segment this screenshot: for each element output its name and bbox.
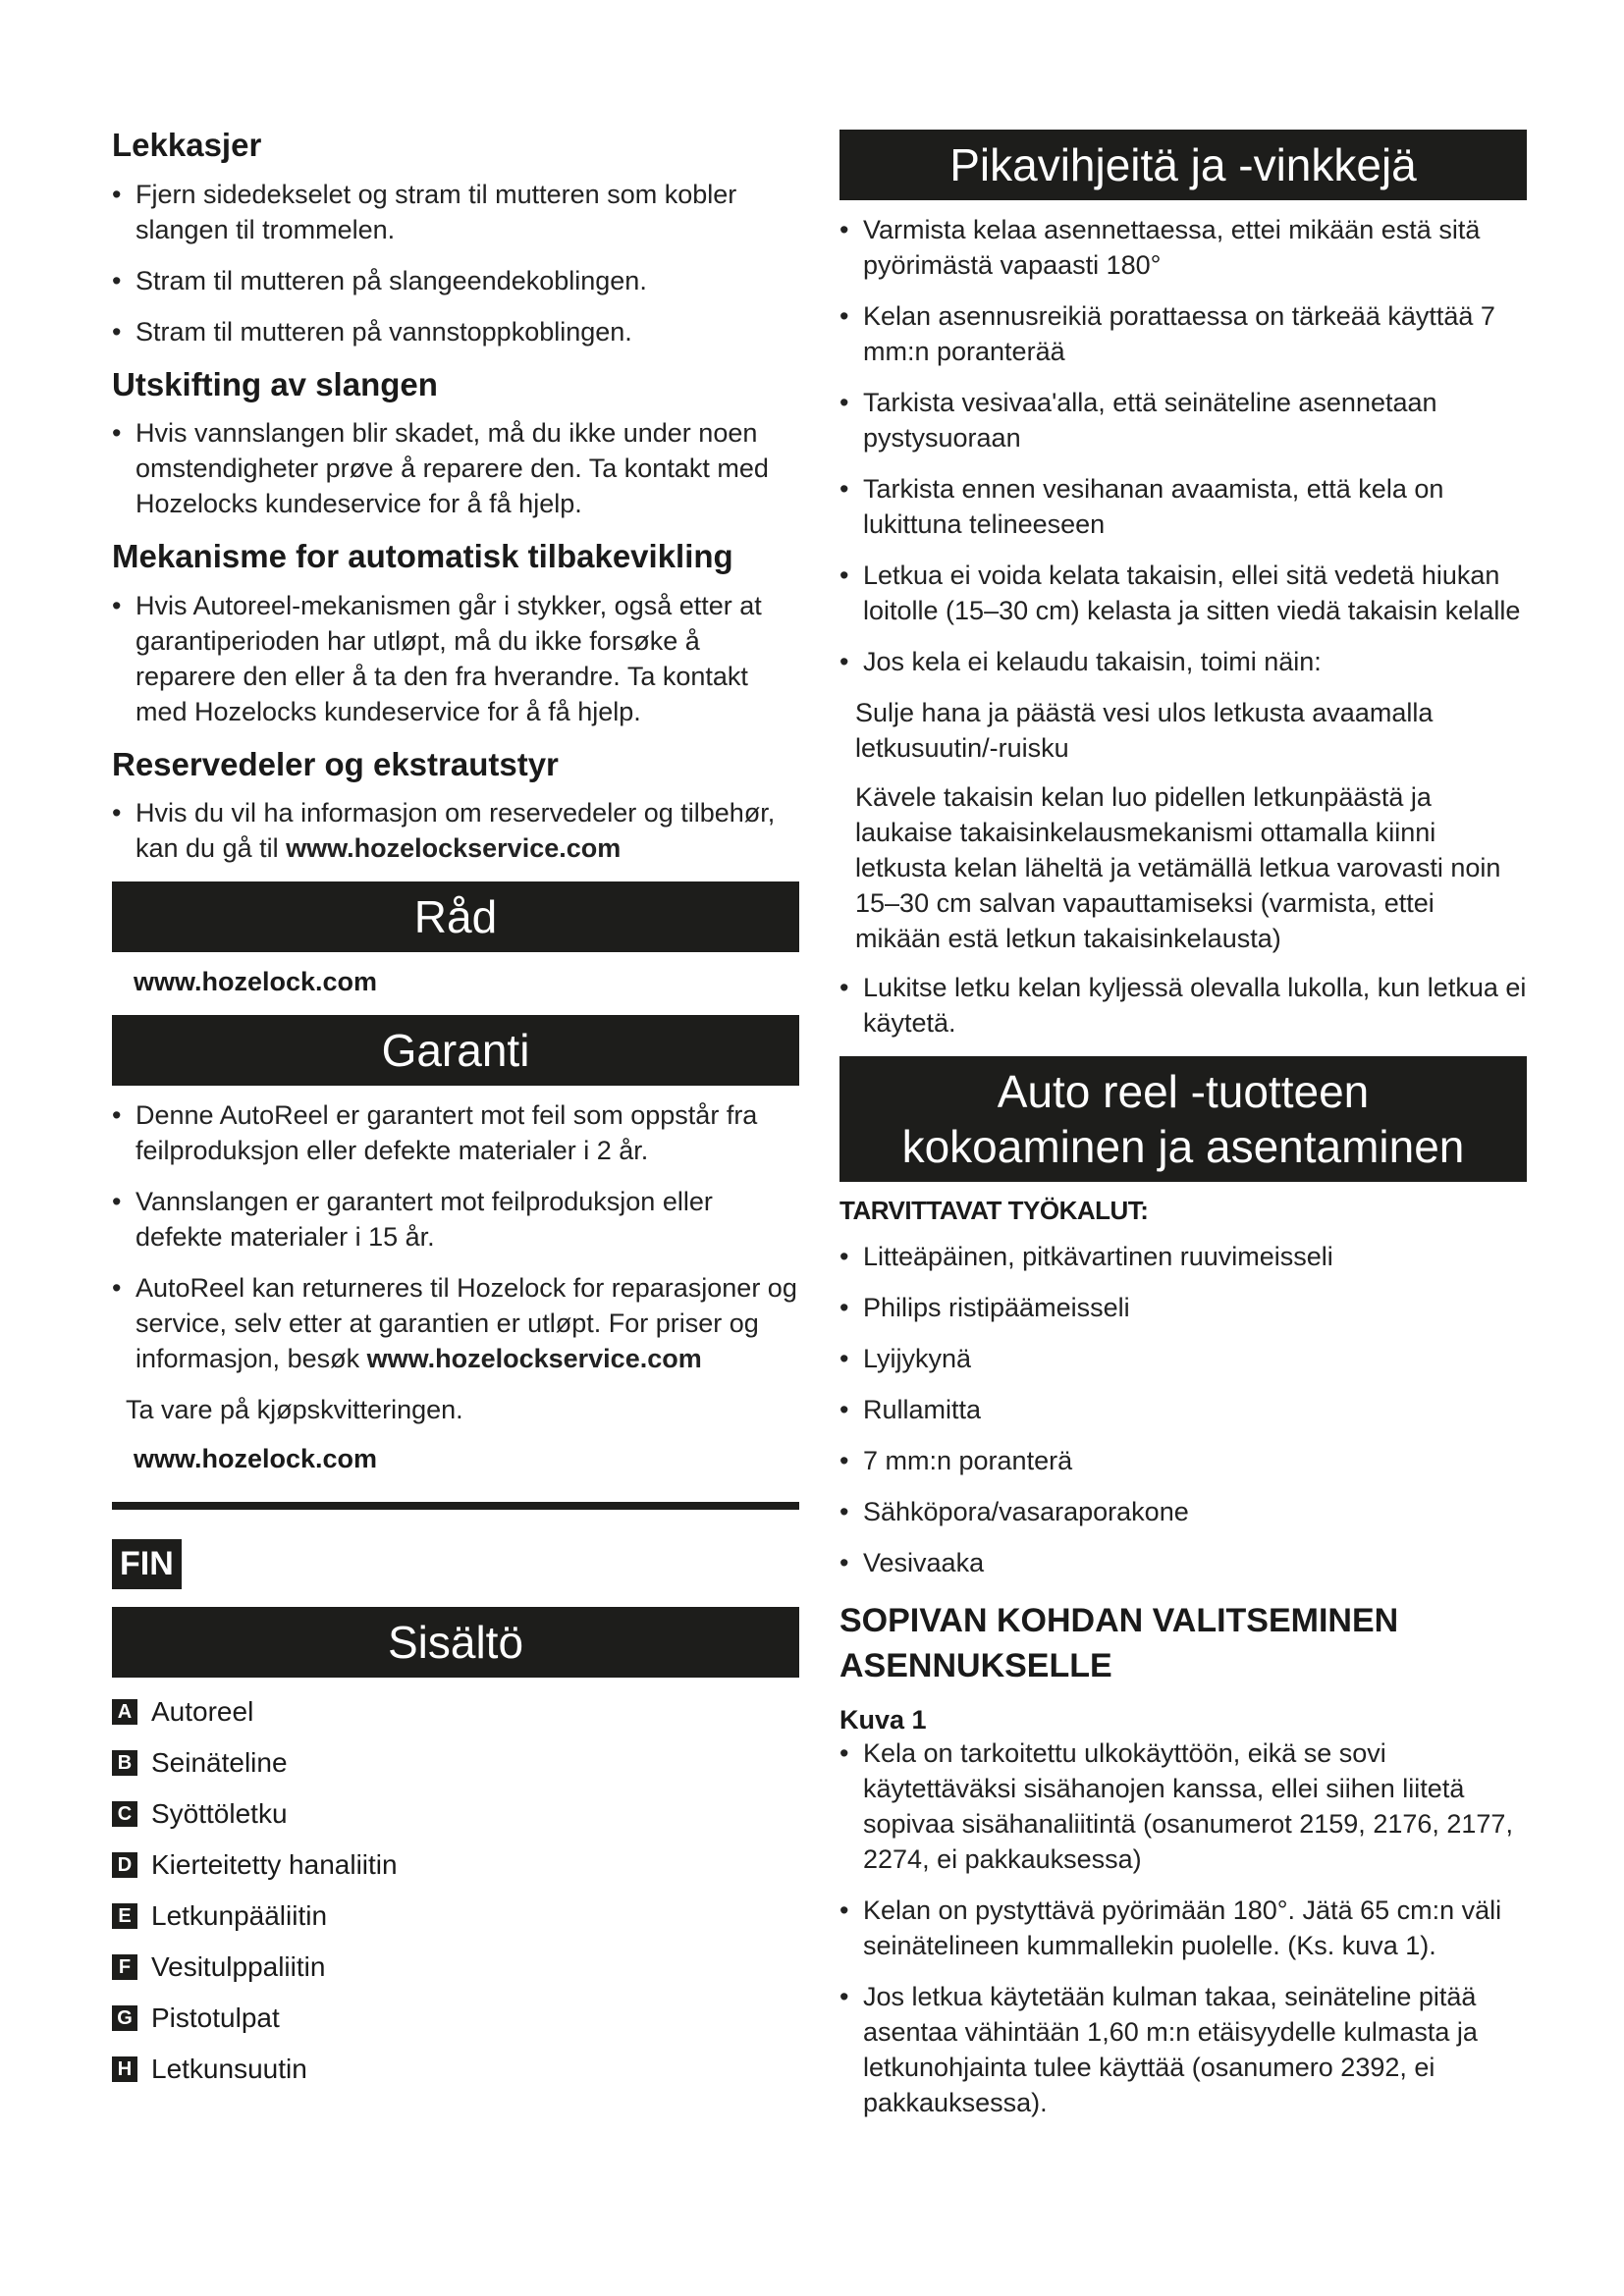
list-item: • Rullamitta	[839, 1392, 1527, 1427]
item-label: Letkunpääliitin	[151, 1900, 328, 1932]
instruction-paragraph: Kävele takaisin kelan luo pidellen letkunpäästä ja laukaise takaisinkelausmekanismi ottamalla kiinni letkusta kelan läheltä ja vetämällä letkua varovasti noin 15–30 cm salvan vapauttamiseksi (varmista, ettei mikään estä letkun takaisinkelausta)	[855, 782, 1501, 953]
letter-badge: A	[112, 1699, 137, 1725]
letter-badge: E	[112, 1903, 137, 1929]
list-vinkit-last	[839, 970, 1527, 1041]
banner-rad: Råd	[112, 881, 799, 952]
letter-badge: C	[112, 1801, 137, 1827]
heading-lekkasjer: Lekkasjer	[112, 127, 262, 163]
list-utskifting	[112, 415, 799, 521]
list-garanti	[112, 1097, 799, 1376]
letter-badge: B	[112, 1750, 137, 1776]
list-item: • Lyijykynä	[839, 1341, 1527, 1376]
heading-kohta: SOPIVAN KOHDAN VALITSEMINEN ASENNUKSELLE	[839, 1602, 1399, 1684]
section-divider	[112, 1502, 799, 1510]
list-item: • 7 mm:n poranterä	[839, 1443, 1527, 1478]
list-item: • Hvis vannslangen blir skadet, må du ikke under noen omstendigheter prøve å reparere den. Ta kontakt med Hozelocks kundeservice for å få hjelp.	[112, 415, 799, 521]
list-item	[112, 1270, 799, 1376]
list-item: • Kela on tarkoitettu ulkokäyttöön, eikä se sovi käytettäväksi sisähanojen kanssa, ellei siihen liitetä sopivaa sisähanaliitintä (osanumerot 2159, 2176, 2177, 2274, ei pakkauksessa)	[839, 1735, 1527, 1877]
item-label: Kierteitetty hanaliitin	[151, 1849, 398, 1881]
list-item	[112, 1897, 799, 1935]
list-item: • Jos kela ei kelaudu takaisin, toimi näin:	[839, 644, 1527, 679]
left-column	[112, 126, 799, 2102]
tools-heading: TARVITTAVAT TYÖKALUT:	[839, 1196, 1149, 1225]
list-item	[112, 2000, 799, 2037]
letter-badge: G	[112, 2005, 137, 2031]
list-item: • Stram til mutteren på vannstoppkoblingen.	[112, 314, 799, 349]
list-item	[112, 1693, 799, 1731]
letter-badge: H	[112, 2056, 137, 2082]
instruction-paragraph: Sulje hana ja päästä vesi ulos letkusta avaamalla letkusuutin/-ruisku	[855, 698, 1434, 763]
letter-badge: D	[112, 1852, 137, 1878]
banner-asennus	[839, 1056, 1527, 1182]
receipt-note: Ta vare på kjøpskvitteringen.	[126, 1395, 463, 1425]
list-item: • Jos letkua käytetään kulman takaa, seinäteline pitää asentaa vähintään 1,60 m:n etäisyydelle kulmasta ja letkunohjainta tulee käyttää (osanumero 2392, ei pakkauksessa).	[839, 1979, 1527, 2120]
list-item: • Hvis Autoreel-mekanismen går i stykker, også etter at garantiperioden har utløpt, må du ikke forsøke å reparere den eller å ta den fra hverandre. Ta kontakt med Hozelocks kundeservice for å få hjelp.	[112, 588, 799, 729]
list-item: • Denne AutoReel er garantert mot feil som oppstår fra feilproduksjon eller defekte materialer i 2 år.	[112, 1097, 799, 1168]
item-label: Autoreel	[151, 1696, 254, 1728]
list-item	[112, 1949, 799, 1986]
banner-line: kokoaminen ja asentaminen	[901, 1121, 1465, 1172]
banner-line: Auto reel -tuotteen	[997, 1066, 1370, 1117]
list-mekanisme	[112, 588, 799, 729]
list-item: • Kelan asennusreikiä porattaessa on tärkeää käyttää 7 mm:n poranterää	[839, 298, 1527, 369]
item-label: Syöttöletku	[151, 1798, 288, 1830]
list-item: • Vannslangen er garantert mot feilproduksjon eller defekte materialer i 15 år.	[112, 1184, 799, 1255]
list-item: • Philips ristipäämeisseli	[839, 1290, 1527, 1325]
list-item: • Lukitse letku kelan kyljessä olevalla lukolla, kun letkua ei käytetä.	[839, 970, 1527, 1041]
list-lekkasjer	[112, 177, 799, 349]
contents-list	[112, 1693, 799, 2088]
banner-garanti: Garanti	[112, 1015, 799, 1086]
hozelock-link[interactable]: www.hozelock.com	[134, 967, 378, 997]
list-item: • Tarkista ennen vesihanan avaamista, että kela on lukittuna telineeseen	[839, 471, 1527, 542]
right-column	[839, 130, 1527, 2136]
item-text: Hvis du vil ha informasjon om reservedeler og tilbehør, kan du gå til	[135, 798, 776, 864]
list-item: • Vesivaaka	[839, 1545, 1527, 1580]
list-item: • Tarkista vesivaa'alla, että seinäteline asennetaan pystysuoraan	[839, 385, 1527, 455]
heading-mekanisme: Mekanisme for automatisk tilbakevikling	[112, 538, 733, 575]
service-link[interactable]: www.hozelockservice.com	[286, 833, 622, 864]
list-vinkit	[839, 212, 1527, 679]
list-item	[112, 1744, 799, 1782]
list-item	[112, 795, 799, 866]
list-item: • Stram til mutteren på slangeendekoblingen.	[112, 263, 799, 298]
language-tag: FIN	[112, 1539, 182, 1589]
banner-sisalto: Sisältö	[112, 1607, 799, 1678]
banner-vinkit: Pikavihjeitä ja -vinkkejä	[839, 130, 1527, 200]
figure-label: Kuva 1	[839, 1705, 927, 1735]
list-item	[112, 1795, 799, 1833]
list-item: • Litteäpäinen, pitkävartinen ruuvimeisseli	[839, 1239, 1527, 1274]
list-item: • Varmista kelaa asennettaessa, ettei mikään estä sitä pyörimästä vapaasti 180°	[839, 212, 1527, 283]
item-label: Vesitulppaliitin	[151, 1951, 326, 1983]
list-item: • Letkua ei voida kelata takaisin, ellei sitä vedetä hiukan loitolle (15–30 cm) kelasta ja sitten viedä takaisin kelalle	[839, 558, 1527, 628]
service-link[interactable]: www.hozelockservice.com	[366, 1344, 702, 1374]
item-label: Seinäteline	[151, 1747, 288, 1779]
list-item: • Sähköpora/vasaraporakone	[839, 1494, 1527, 1529]
list-item: • Kelan on pystyttävä pyörimään 180°. Jätä 65 cm:n väli seinätelineen kummallekin puolelle. (Ks. kuva 1).	[839, 1893, 1527, 1963]
tools-list	[839, 1239, 1527, 1580]
list-kohta	[839, 1735, 1527, 2120]
heading-utskifting: Utskifting av slangen	[112, 365, 438, 402]
list-item: • Fjern sidedekselet og stram til mutteren som kobler slangen til trommelen.	[112, 177, 799, 247]
list-reservedeler	[112, 795, 799, 866]
list-item	[112, 1846, 799, 1884]
hozelock-link[interactable]: www.hozelock.com	[134, 1444, 378, 1474]
item-text: AutoReel kan returneres til Hozelock for reparasjoner og service, selv etter at garantien er utløpt. For priser og informasjon, besøk	[135, 1273, 797, 1374]
item-label: Pistotulpat	[151, 2002, 280, 2034]
item-label: Letkunsuutin	[151, 2054, 307, 2085]
list-item	[112, 2051, 799, 2088]
letter-badge: F	[112, 1954, 137, 1980]
heading-reservedeler: Reservedeler og ekstrautstyr	[112, 745, 559, 782]
